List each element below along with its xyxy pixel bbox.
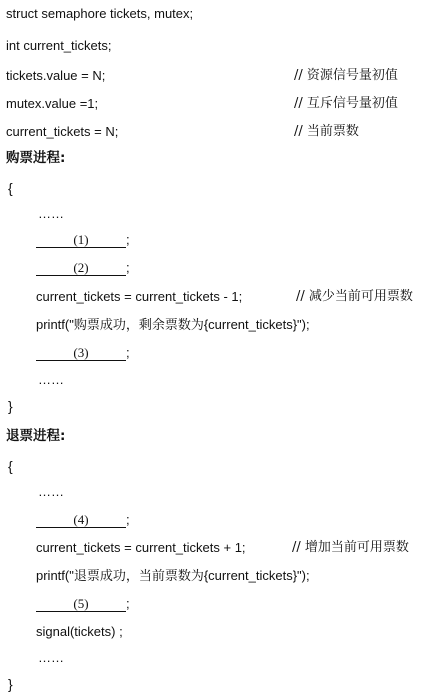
code-line-current-tickets: current_tickets = N; — [6, 124, 119, 139]
code-line-mutex-value: mutex.value =1; — [6, 96, 99, 111]
refund-signal-statement: signal(tickets) ; — [36, 624, 123, 639]
refund-increment-statement: current_tickets = current_tickets + 1; — [36, 540, 246, 555]
code-line-tickets-value: tickets.value = N; — [6, 68, 106, 83]
semicolon: ; — [126, 345, 130, 360]
buy-ellipsis-bottom: …… — [38, 372, 64, 387]
blank-line-5 — [36, 596, 130, 612]
refund-open-brace: { — [8, 458, 13, 474]
blank-line-2 — [36, 260, 130, 276]
code-line-struct: struct semaphore tickets, mutex; — [6, 6, 194, 21]
refund-printf-statement: printf("退票成功，当前票数为{current_tickets}"); — [36, 568, 310, 583]
code-line-int: int current_tickets; — [6, 38, 112, 53]
answer-blank-3[interactable]: (3) — [36, 346, 126, 361]
buy-process-title: 购票进程: — [6, 150, 66, 166]
refund-ellipsis-top: …… — [38, 484, 64, 499]
semicolon: ; — [126, 512, 130, 527]
buy-decrement-statement: current_tickets = current_tickets - 1; — [36, 289, 243, 304]
comment-current-tickets: // 当前票数 — [294, 124, 359, 139]
buy-printf-statement: printf("购票成功，剩余票数为{current_tickets}"); — [36, 317, 310, 332]
blank-line-4 — [36, 512, 130, 528]
answer-blank-1[interactable]: (1) — [36, 233, 126, 248]
buy-ellipsis-top: …… — [38, 206, 64, 221]
answer-blank-4[interactable]: (4) — [36, 513, 126, 528]
semicolon: ; — [126, 232, 130, 247]
buy-close-brace: } — [8, 398, 13, 414]
comment-mutex-semaphore: // 互斥信号量初值 — [294, 96, 398, 111]
comment-decrement: // 减少当前可用票数 — [296, 289, 413, 304]
refund-process-title: 退票进程: — [6, 428, 66, 444]
semicolon: ; — [126, 596, 130, 611]
semicolon: ; — [126, 260, 130, 275]
answer-blank-2[interactable]: (2) — [36, 261, 126, 276]
blank-line-1 — [36, 232, 130, 248]
comment-increment: // 增加当前可用票数 — [292, 540, 409, 555]
refund-ellipsis-bottom: …… — [38, 650, 64, 665]
answer-blank-5[interactable]: (5) — [36, 597, 126, 612]
blank-line-3 — [36, 345, 130, 361]
comment-resource-semaphore: // 资源信号量初值 — [294, 68, 398, 83]
refund-close-brace: } — [8, 676, 13, 692]
buy-open-brace: { — [8, 180, 13, 196]
